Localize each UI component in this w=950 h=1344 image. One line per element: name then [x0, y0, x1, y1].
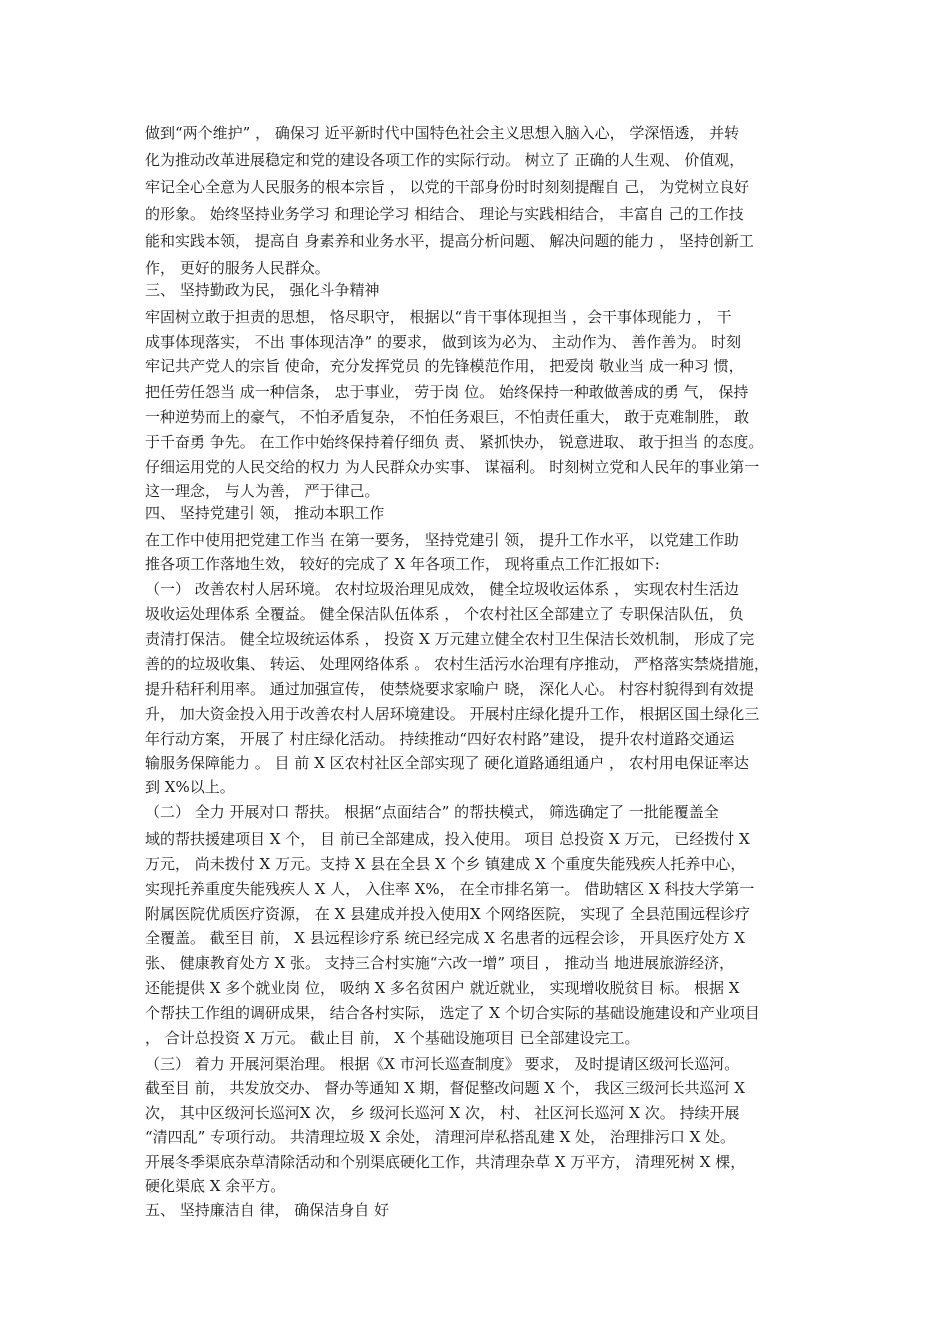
- text-line: 牢记全心全意为人民服务的根本宗旨 ， 以党的干部身份时时刻刻提醒自 己， 为党树立良好: [145, 178, 750, 196]
- section-heading: 五、 坚持廉洁自 律， 确保洁身自 好: [145, 1201, 390, 1219]
- text-line: 的形象。 始终坚持业务学习 和理论学习 相结合、 理论与实践相结合， 丰富自 己的工作技: [145, 205, 744, 223]
- section-heading: 三、 坚持勤政为民， 强化斗争精神: [145, 281, 380, 299]
- text-line: 责清打保洁。 健全垃圾统运体系 ， 投资 X 万元建立健全农村卫生保洁长效机制， 形成了完: [145, 630, 755, 648]
- text-line: 仔细运用党的人民交给的权力 为人民群众办实事、 谋福利。 时刻树立党和人民年的事业第一: [145, 458, 760, 476]
- text-line: 还能提供 X 多个就业岗 位， 吸纳 X 多名贫困户 就近就业， 实现增收脱贫目 标。 根据 X: [145, 979, 740, 997]
- text-line: 到 X%以上。: [145, 778, 235, 796]
- text-line: 于千奋勇 争先。 在工作中始终保持着仔细负 责、 紧抓快办， 锐意进取、 敢于担当 的态度。: [145, 433, 764, 451]
- text-line: “清四乱” 专项行动。 共清理垃圾 X 余处， 清理河岸私搭乱建 X 处， 治理排污口 X 处。: [145, 1128, 736, 1146]
- text-line: 次， 其中区级河长巡河X 次， 乡 级河长巡河 X 次， 村、 社区河长巡河 X 次。 持续开展: [145, 1104, 740, 1122]
- text-line: 把任劳任怨当 成一种信条， 忠于事业， 劳于岗 位。 始终保持一种敢做善成的勇 气， 保持: [145, 383, 749, 401]
- text-line: 作， 更好的服务人民群众。: [145, 259, 330, 277]
- text-line: 化为推动改革进展稳定和党的建设各项工作的实际行动。 树立了 正确的人生观、 价值观，: [145, 151, 745, 169]
- text-line: 这一理念， 与人为善， 严于律己。: [145, 482, 380, 500]
- section-heading: 四、 坚持党建引 领， 推动本职工作: [145, 504, 385, 522]
- text-line: 输服务保障能力 。 目 前 X 区农村社区全部实现了 硬化道路通组通户 ， 农村用电保证率达: [145, 754, 749, 772]
- text-line: 能和实践本领， 提高自 身素养和业务水平，提高分析问题、 解决问题的能力 ， 坚持创新工: [145, 232, 754, 250]
- text-line: 全覆盖。 截至目 前， X 县远程诊疗系 统已经完成 X 名患者的远程会诊， 开具医疗处方 X: [145, 929, 745, 947]
- text-line: 在工作中使用把党建工作当 在第一要务， 坚持党建引 领， 提升工作水平， 以党建工作助: [145, 531, 739, 549]
- text-line: 张、 健康教育处方 X 张。 支持三合村实施“六改一增” 项目 ， 推动当 地进展旅游经济，: [145, 954, 735, 972]
- text-line: 善的的垃圾收集、 转运、 处理网络体系 。 农村生活污水治理有序推动， 严格落实禁烧措施，: [145, 655, 769, 673]
- text-line: 截至目 前， 共发放交办、 督办等通知 X 期，督促整改问题 X 个， 我区三级河长共巡河 X: [145, 1079, 745, 1097]
- text-line: ， 合计总投资 X 万元。 截止目 前， X 个基础设施项目 已全部建设完工。: [145, 1029, 640, 1047]
- text-line: 个帮扶工作组的调研成果， 结合各村实际， 选定了 X 个切合实际的基础设施建设和产业项目: [145, 1004, 760, 1022]
- text-line: 万元， 尚未拨付 X 万元。支持 X 县在全县 X 个乡 镇建成 X 个重度失能残疾人托养中心，: [145, 855, 746, 873]
- text-line: 做到“两个维护” ， 确保习 近平新时代中国特色社会主义思想入脑入心， 学深悟透， 并转: [145, 124, 740, 142]
- text-line: 域的帮扶援建项目 X 个， 目 前已全部建成，投入使用。 项目 总投资 X 万元， 已经拨付 X: [145, 830, 750, 848]
- text-line: 实现托养重度失能残疾人 X 人， 入住率 X%， 在全市排名第一。 借助辖区 X 科技大学第一: [145, 880, 755, 898]
- text-line: （二） 全力 开展对口 帮扶。 根据“点面结合” 的帮扶模式， 筛选确定了 一批能覆盖全: [145, 803, 719, 821]
- text-line: 附属医院优质医疗资源， 在 X 县建成并投入使用X 个网络医院， 实现了 全县范围远程诊疗: [145, 905, 750, 923]
- text-line: 成事体现落实， 不出 事体现洁净” 的要求， 做到该为必为、 主动作为、 善作善为。 时刻: [145, 333, 742, 351]
- text-line: 提升秸秆利用率。 通过加强宣传， 使禁烧要求家喻户 晓， 深化人心。 村容村貌得到有效提: [145, 680, 754, 698]
- text-line: 开展冬季渠底杂草清除活动和个别渠底硬化工作，共清理杂草 X 万平方， 清理死树 X 棵，: [145, 1153, 746, 1171]
- text-line: 推各项工作落地生效， 较好的完成了 X 年各项工作， 现将重点工作汇报如下:: [145, 555, 660, 573]
- text-line: 圾收运处理体系 全覆益。 健全保洁队伍体系 ， 个农村社区全部建立了 专职保洁队伍， 负: [145, 605, 744, 623]
- text-line: 一种逆势而上的豪气， 不怕矛盾复杂， 不怕任务艰巨，不怕责任重大， 敢于克难制胜， 敢: [145, 408, 750, 426]
- text-line: 硬化渠底 X 余平方。: [145, 1177, 286, 1195]
- text-line: 升， 加大资金投入用于改善农村人居环境建设。 开展村庄绿化提升工作， 根据区国土绿化三: [145, 705, 760, 723]
- text-line: （三） 着力 开展河渠治理。 根据《X 市河长巡查制度》 要求， 及时提请区级河长巡河。: [145, 1055, 740, 1073]
- text-line: （一） 改善农村人居环境。 农村垃圾治理见成效， 健全垃圾收运体系 ， 实现农村生活边: [145, 580, 739, 598]
- text-line: 牢记共产党人的宗旨 使命，充分发挥党员 的先锋模范作用， 把爱岗 敬业当 成一种习 惯，: [145, 357, 744, 375]
- text-line: 年行动方案， 开展了 村庄绿化活动。 持续推动“四好农村路”建设， 提升农村道路交通运: [145, 730, 735, 748]
- text-line: 牢固树立敢于担责的思想， 恪尽职守， 根据以“肯干事体现担当 ，会干事体现能力 ， 干: [145, 308, 732, 326]
